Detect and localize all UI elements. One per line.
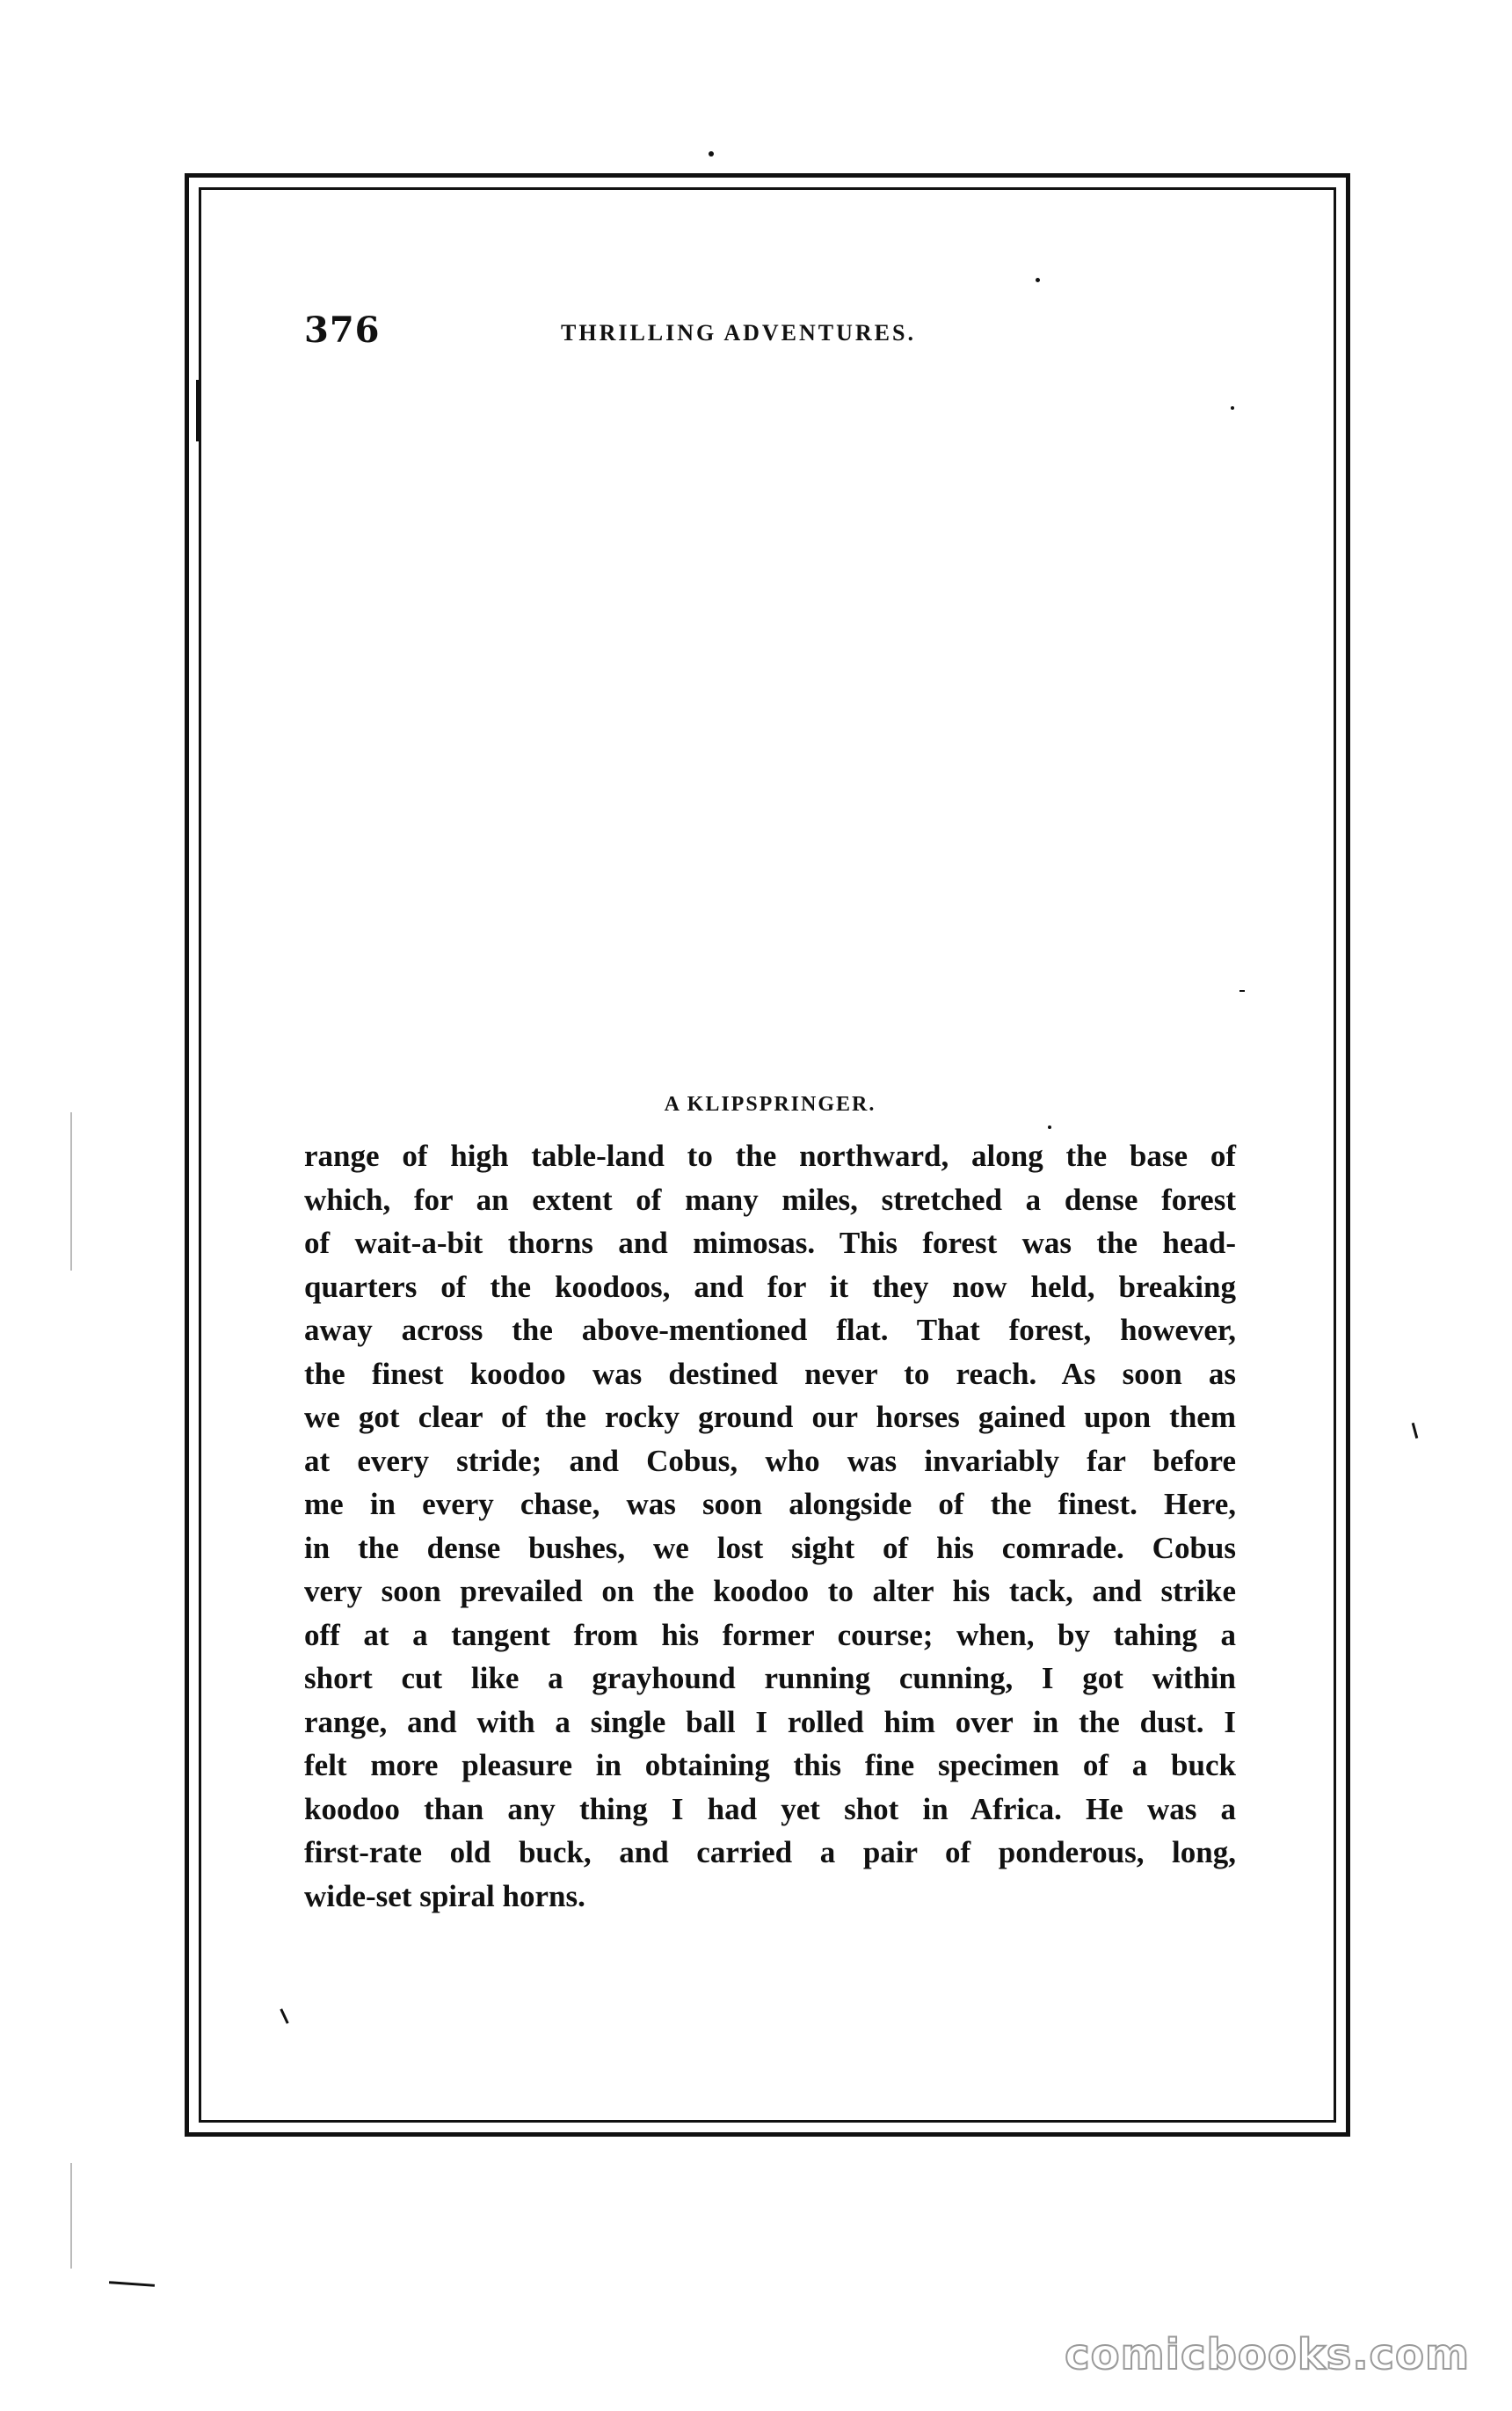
text-line: quarters of the koodoos, and for it they now held, breaking bbox=[304, 1269, 1236, 1304]
text-line: koodoo than any thing I had yet shot in Africa. He was a bbox=[304, 1791, 1236, 1826]
scan-speck bbox=[1239, 990, 1245, 992]
scan-speck bbox=[1036, 278, 1040, 282]
scan-speck bbox=[1412, 1423, 1419, 1439]
scan-speck bbox=[1048, 1125, 1051, 1129]
scan-speck bbox=[70, 1112, 72, 1271]
page-number: 376 bbox=[304, 310, 381, 351]
running-head bbox=[304, 310, 1236, 359]
text-line: we got clear of the rocky ground our horses gained upon them bbox=[304, 1400, 1236, 1434]
text-line: range, and with a single ball I rolled him over in the dust. I bbox=[304, 1704, 1236, 1739]
scan-speck bbox=[109, 2281, 155, 2287]
text-line: the finest koodoo was destined never to reach. As soon as bbox=[304, 1356, 1236, 1391]
text-line: first-rate old buck, and carried a pair of ponderous, long, bbox=[304, 1835, 1236, 1869]
text-line: in the dense bushes, we lost sight of his comrade. Cobus bbox=[304, 1530, 1236, 1565]
illustration-caption: A KLIPSPRINGER. bbox=[664, 1093, 876, 1116]
scan-speck bbox=[709, 151, 714, 157]
text-line: which, for an extent of many miles, stretched a dense forest bbox=[304, 1182, 1236, 1217]
text-line: me in every chase, was soon alongside of the finest. Here, bbox=[304, 1487, 1236, 1521]
running-title: THRILLING ADVENTURES. bbox=[561, 320, 916, 346]
text-line: away across the above-mentioned flat. That forest, however, bbox=[304, 1313, 1236, 1347]
text-line: felt more pleasure in obtaining this fine specimen of a buck bbox=[304, 1748, 1236, 1782]
body-text bbox=[304, 1134, 1236, 1918]
text-line: wide-set spiral horns. bbox=[304, 1878, 585, 1913]
scan-speck bbox=[1231, 406, 1234, 410]
text-line: at every stride; and Cobus, who was invariably far before bbox=[304, 1443, 1236, 1478]
scan-speck bbox=[196, 380, 199, 441]
text-line: off at a tangent from his former course; when, by tahing a bbox=[304, 1617, 1236, 1652]
text-line: very soon prevailed on the koodoo to alter his tack, and strike bbox=[304, 1574, 1236, 1608]
watermark: comicbooks.com bbox=[1065, 2330, 1470, 2379]
text-line: range of high table-land to the northward, along the base of bbox=[304, 1139, 1236, 1173]
scan-speck bbox=[70, 2163, 72, 2269]
text-line: short cut like a grayhound running cunning, I got within bbox=[304, 1661, 1236, 1695]
illustration bbox=[304, 387, 1236, 1073]
text-line: of wait-a-bit thorns and mimosas. This forest was the head- bbox=[304, 1226, 1236, 1260]
